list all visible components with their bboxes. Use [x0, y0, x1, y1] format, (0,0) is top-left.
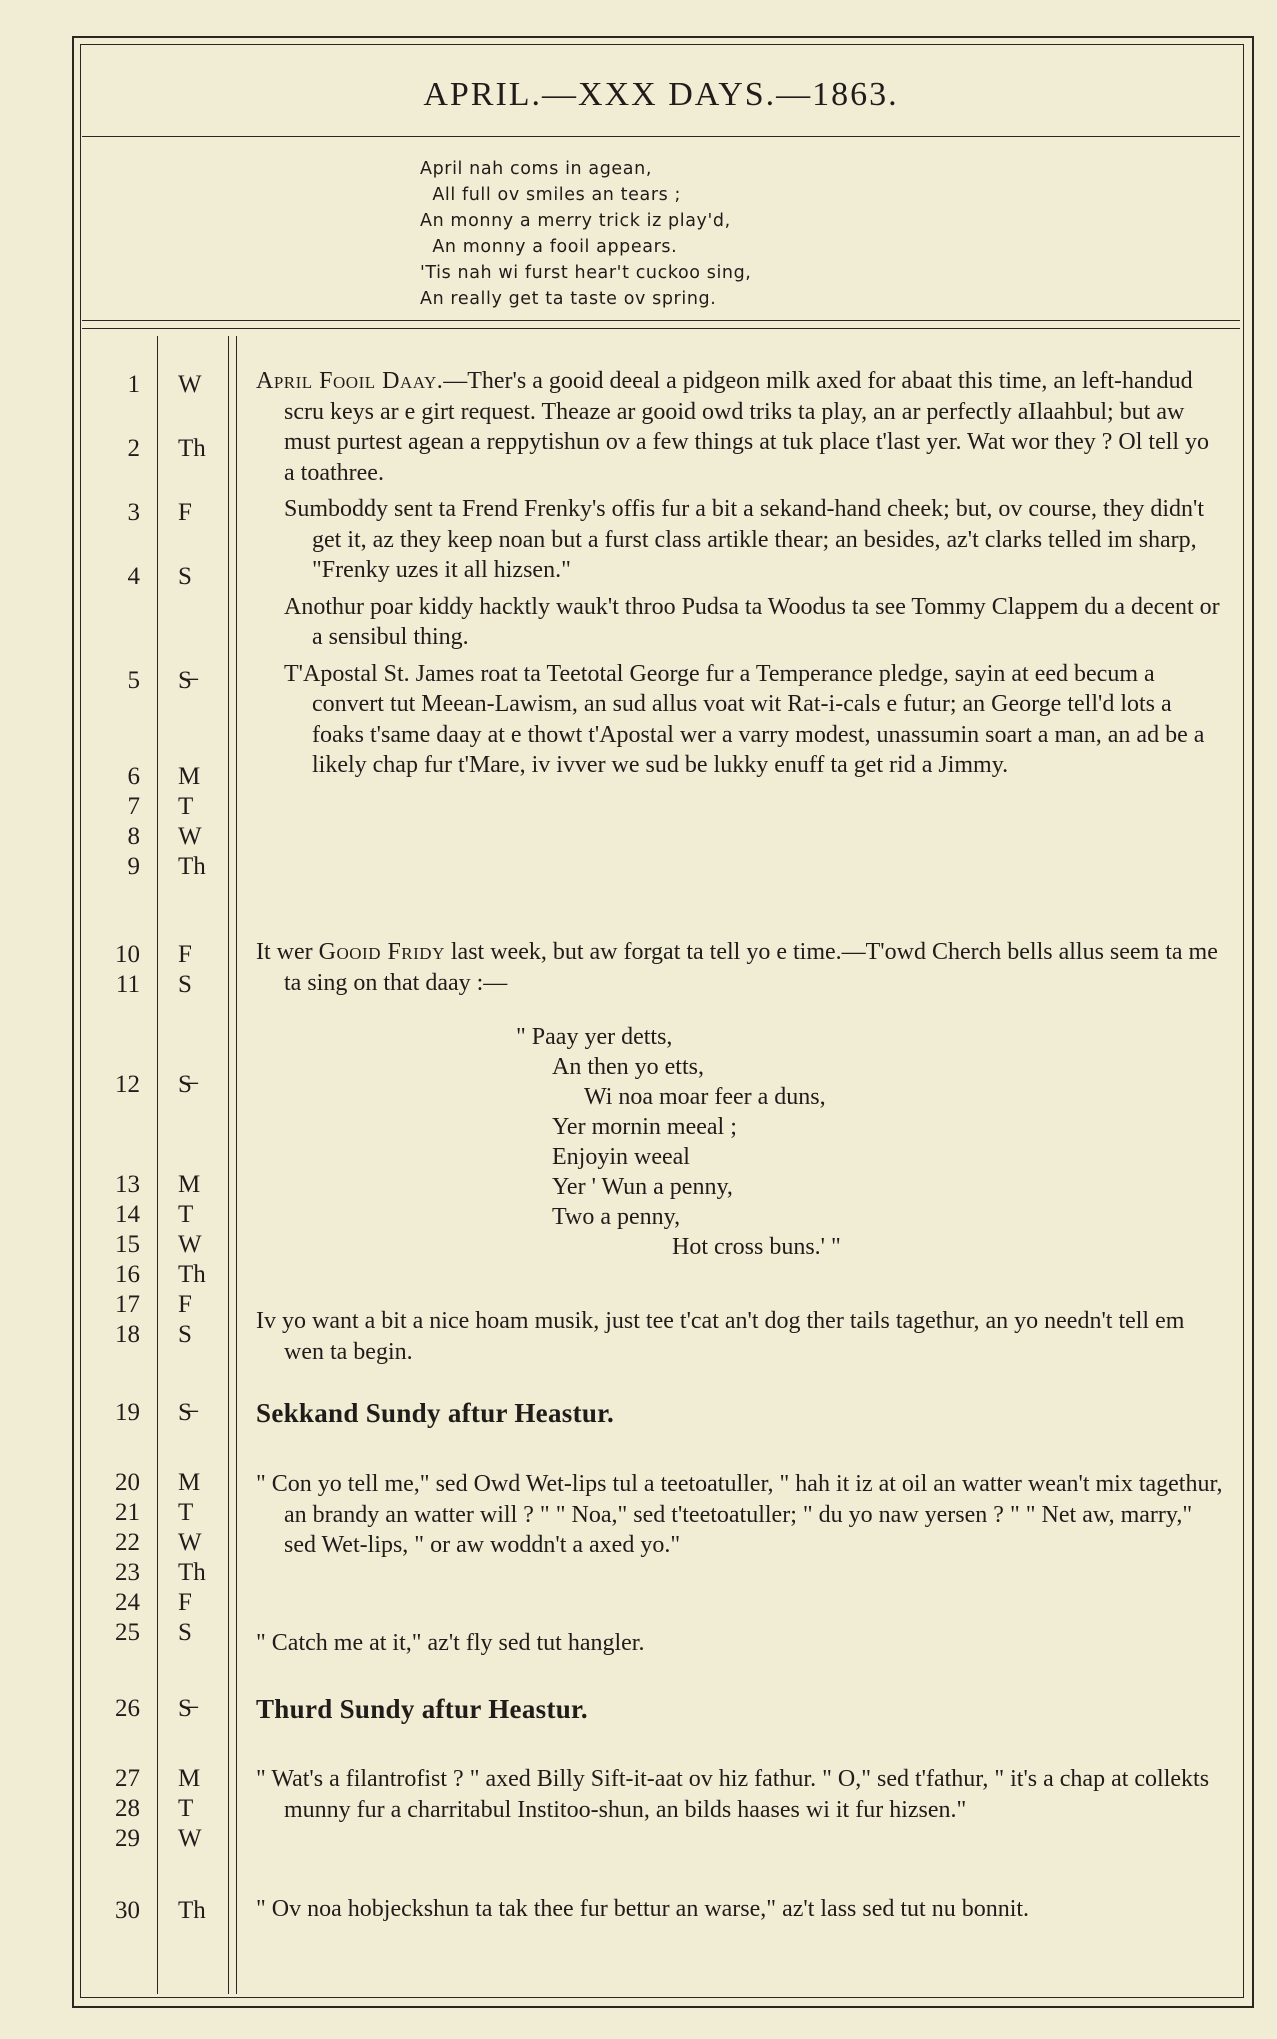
day-number: 17 — [115, 1291, 140, 1318]
day-number: 12 — [115, 1071, 140, 1098]
page-title: APRIL.—XXX DAYS.—1863. — [423, 76, 899, 113]
verse-line: Yer ' Wun a penny, — [552, 1174, 733, 1200]
poem-rule-bottom — [82, 328, 1240, 329]
poem-line: April nah coms in agean, — [420, 159, 652, 179]
verse-line: Wi noa moar feer a duns, — [584, 1084, 826, 1110]
weekday: T — [178, 793, 194, 820]
weekday: Th — [178, 1261, 206, 1288]
day-number: 26 — [115, 1695, 140, 1722]
sunday-heading: Thurd Sundy aftur Heastur. — [256, 1694, 588, 1724]
weekday: W — [178, 1231, 202, 1258]
paragraph: " Wat's a filantrofist ? " axed Billy Sift-it-aat ov hiz fathur. " O," sed t'fathur, " it's a chap at collekts munny fur a charritabul Institoo-shun, an bilds haases wi it fur hizsen." — [256, 1766, 1210, 1823]
weekday: M — [178, 763, 201, 790]
weekday: S — [178, 1619, 192, 1646]
paragraph — [256, 937, 1224, 998]
entry-emphasis: Gooid Fridy — [318, 939, 445, 965]
paragraph — [256, 366, 1224, 488]
paragraph: Iv yo want a bit a nice hoam musik, just tee t'cat an't dog ther tails tagethur, an yo needn't tell em wen ta begin. — [256, 1308, 1185, 1365]
weekday: F — [178, 1589, 192, 1616]
entry-heading: April Fooil Daay. — [256, 368, 444, 394]
entry-good-friday — [256, 937, 1224, 998]
title-rule — [82, 136, 1240, 137]
weekday: S̶ — [178, 667, 192, 694]
day-number: 15 — [115, 1231, 140, 1258]
weekday: S̶ — [178, 1695, 192, 1722]
day-number: 29 — [115, 1825, 140, 1852]
weekday: S — [178, 563, 192, 590]
weekday: Th — [178, 1897, 206, 1924]
day-number: 3 — [127, 499, 140, 526]
verse-line: An then yo etts, — [552, 1054, 704, 1080]
day-number: 4 — [127, 563, 140, 590]
weekday: M — [178, 1765, 201, 1792]
day-number: 1 — [127, 371, 140, 398]
weekday: T — [178, 1795, 194, 1822]
weekday: S̶ — [178, 1071, 192, 1098]
day-number: 13 — [115, 1171, 140, 1198]
paragraph: " Catch me at it," az't fly sed tut hangler. — [256, 1630, 645, 1656]
opening-poem — [420, 156, 751, 312]
poem-line: An monny a fooil appears. — [420, 237, 678, 257]
paragraph: Anothur poar kiddy hacktly wauk't throo Pudsa ta Woodus ta see Tommy Clappem du a decent or a sensibul thing. — [284, 593, 1220, 650]
verse-line: Hot cross buns.' " — [672, 1234, 841, 1260]
entry-wet-lips — [256, 1469, 1224, 1561]
poem-line: 'Tis nah wi furst hear't cuckoo sing, — [420, 263, 752, 283]
weekday: W — [178, 371, 202, 398]
verse-line: " Paay yer detts, — [516, 1024, 673, 1050]
day-number: 18 — [115, 1321, 140, 1348]
day-number: 10 — [115, 941, 140, 968]
column-rule-3 — [236, 336, 237, 1994]
entry-fly — [256, 1628, 1224, 1659]
day-number: 21 — [115, 1499, 140, 1526]
day-number: 27 — [115, 1765, 140, 1792]
entry-text: last week, but aw forgat ta tell yo e time.—T'owd Cherch bells allus seem ta me ta sing on that daay :— — [284, 939, 1218, 996]
weekday: T — [178, 1499, 194, 1526]
paragraph: T'Apostal St. James roat ta Teetotal George fur a Temperance pledge, sayin at eed becum a convert tut Meean-Lawism, an sud allus voat wit Rat-i-cals e futur; an George tell'd lots a foaks t'same daay at e thowt t'Apostal wer a varry modest, unassumin soart a man, an ad be a likely chap fur t'Mare, iv ivver we sud be lukky enuff ta get rid a Jimmy. — [284, 660, 1205, 778]
day-number: 11 — [115, 971, 140, 998]
weekday: Th — [178, 853, 206, 880]
poem-line: An monny a merry trick iz play'd, — [420, 211, 731, 231]
weekday: W — [178, 1825, 202, 1852]
day-number: 24 — [115, 1589, 140, 1616]
column-rule-1 — [157, 336, 158, 1994]
day-number: 22 — [115, 1529, 140, 1556]
poem-line: An really get ta taste ov spring. — [420, 289, 717, 309]
weekday: M — [178, 1171, 201, 1198]
day-number: 8 — [127, 823, 140, 850]
weekday: F — [178, 1291, 192, 1318]
weekday: F — [178, 941, 192, 968]
entry-philanthropist — [256, 1764, 1224, 1825]
weekday: F — [178, 499, 192, 526]
day-number: 9 — [127, 853, 140, 880]
day-number: 5 — [127, 667, 140, 694]
weekday: W — [178, 1529, 202, 1556]
day-number: 20 — [115, 1469, 140, 1496]
day-number: 28 — [115, 1795, 140, 1822]
weekday: M — [178, 1469, 201, 1496]
day-number: 2 — [127, 435, 140, 462]
weekday: S̶ — [178, 1399, 192, 1426]
day-number: 14 — [115, 1201, 140, 1228]
paragraph: " Ov noa hobjeckshun ta tak thee fur bettur an warse," az't lass sed tut nu bonnit. — [256, 1896, 1030, 1922]
day-number: 16 — [115, 1261, 140, 1288]
column-rule-2 — [228, 336, 229, 1994]
day-number: 30 — [115, 1897, 140, 1924]
paragraph: Sumboddy sent ta Frend Frenky's offis fur a bit a sekand-hand cheek; but, ov course, they didn't get it, az they keep noan but a furst class artikle thear; an besides, az't clarks telled im sharp, "Frenky uzes it all hizsen." — [284, 496, 1205, 583]
entry-bonnet — [256, 1894, 1224, 1925]
day-number: 23 — [115, 1559, 140, 1586]
entry-april-fools — [256, 366, 1224, 781]
verse-line: Yer mornin meeal ; — [552, 1114, 737, 1140]
verse-line: Enjoyin weeal — [552, 1144, 690, 1170]
entry-music — [256, 1306, 1224, 1367]
weekday: T — [178, 1201, 194, 1228]
entry-text: It wer — [256, 939, 319, 965]
poem-rule-top — [82, 320, 1240, 321]
weekday: Th — [178, 1559, 206, 1586]
paragraph: " Con yo tell me," sed Owd Wet-lips tul a teetoatuller, " hah it iz at oil an watter wean't mix tagethur, an brandy an watter will ? " " Noa," sed t'teetoatuller; " du yo naw yersen ? " " Net aw, marry," sed Wet-lips, " or aw woddn't a axed yo." — [256, 1471, 1223, 1558]
day-number: 25 — [115, 1619, 140, 1646]
weekday: W — [178, 823, 202, 850]
verse-line: Two a penny, — [552, 1204, 681, 1230]
weekday: S — [178, 1321, 192, 1348]
day-number: 6 — [127, 763, 140, 790]
sunday-heading: Sekkand Sundy aftur Heastur. — [256, 1398, 615, 1428]
day-number: 19 — [115, 1399, 140, 1426]
entry-text: —Ther's a gooid deeal a pidgeon milk axed for abaat this time, an left-handud scru keys ar e girt request. Theaze ar gooid owd triks ta play, an ar perfectly aIlaahbul; but aw must purtest agean a reppytishun ov a few things at tuk place t'last yer. Wat wor they ? Ol tell yo a toathree. — [284, 368, 1210, 486]
poem-line: All full ov smiles an tears ; — [420, 185, 681, 205]
day-number: 7 — [127, 793, 140, 820]
weekday: S — [178, 971, 192, 998]
weekday: Th — [178, 435, 206, 462]
